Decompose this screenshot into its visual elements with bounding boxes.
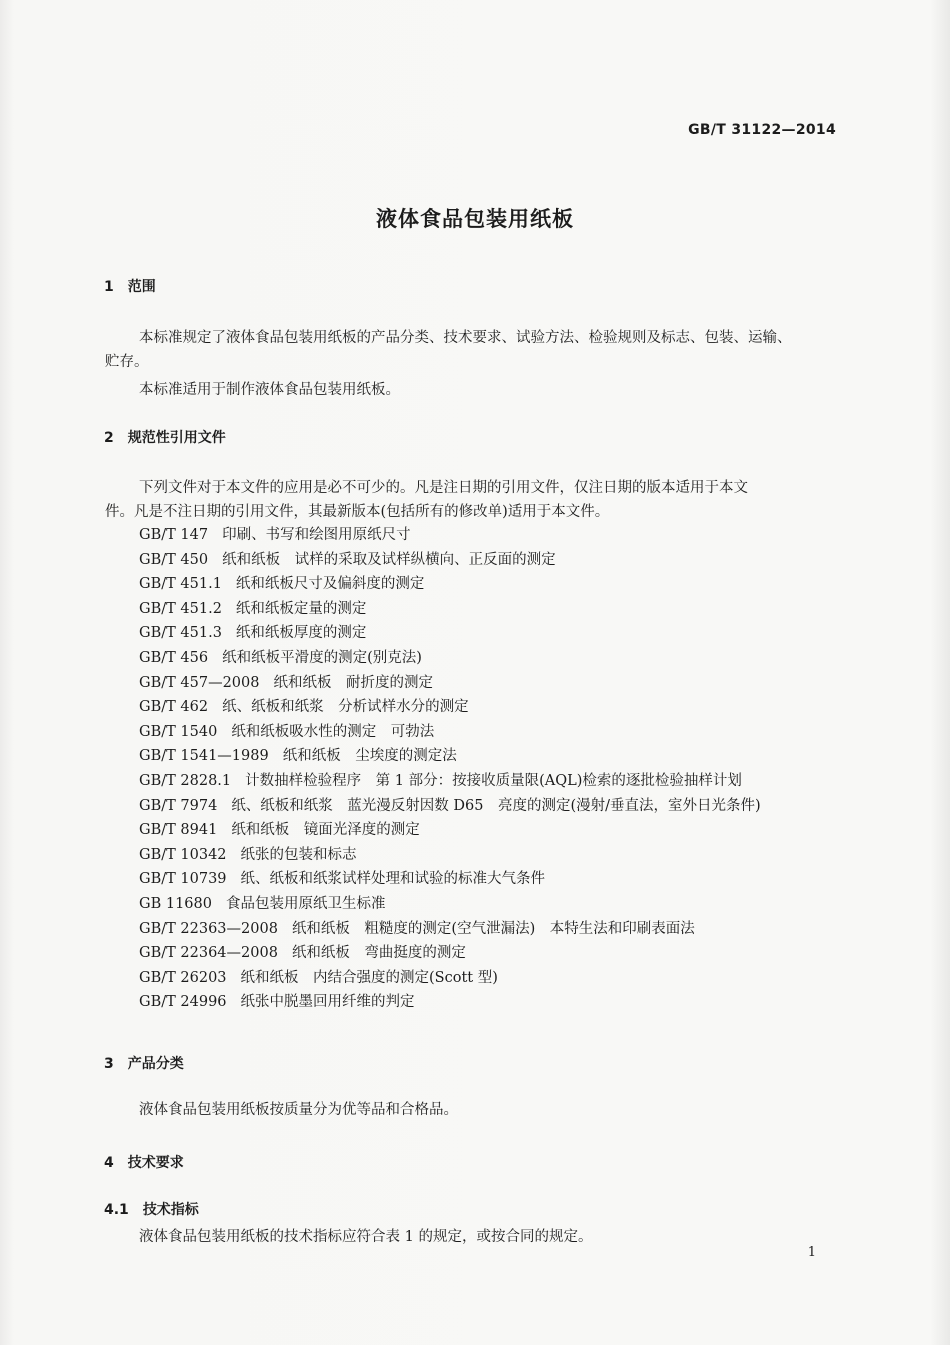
reference-item (139, 548, 859, 573)
reference-title: 纸和纸板 镜面光泽度的测定 (231, 822, 420, 839)
section-4-heading (104, 1152, 184, 1172)
reference-item (139, 671, 859, 696)
reference-title: 纸和纸板 弯曲挺度的测定 (291, 945, 466, 962)
section-4-1-heading (104, 1199, 199, 1219)
reference-code: GB/T 7974 (139, 797, 218, 814)
reference-title: 纸、纸板和纸浆 分析试样水分的测定 (222, 699, 469, 716)
reference-list (139, 523, 859, 1015)
section-2-intro-line2: 件。凡是不注日期的引用文件，其最新版本(包括所有的修改单)适用于本文件。 (105, 504, 610, 520)
section-2-heading (104, 427, 226, 447)
reference-item (139, 572, 859, 597)
reference-title: 纸、纸板和纸浆试样处理和试验的标准大气条件 (240, 871, 546, 888)
reference-title: 纸和纸板 耐折度的测定 (273, 674, 433, 691)
reference-item (139, 720, 859, 745)
reference-code: GB/T 1541—1989 (139, 748, 269, 765)
reference-code: GB/T 1540 (139, 723, 218, 740)
section-number: 3 (104, 1056, 114, 1072)
section-1-para2: 本标准适用于制作液体食品包装用纸板。 (139, 382, 400, 398)
reference-code: GB/T 10342 (139, 846, 227, 863)
reference-item (139, 794, 859, 819)
reference-code: GB/T 22364—2008 (139, 945, 278, 962)
reference-title: 纸和纸板吸水性的测定 可勃法 (231, 723, 435, 740)
section-1-para1-line1: 本标准规定了液体食品包装用纸板的产品分类、技术要求、试验方法、检验规则及标志、包装、运输、 (139, 330, 792, 346)
reference-item (139, 597, 859, 622)
reference-title: 纸和纸板定量的测定 (235, 600, 367, 617)
section-3-text: 液体食品包装用纸板按质量分为优等品和合格品。 (139, 1102, 458, 1118)
reference-title: 纸和纸板平滑度的测定(别克法) (222, 649, 422, 666)
reference-title: 纸和纸板 试样的采取及试样纵横向、正反面的测定 (222, 551, 556, 568)
reference-code: GB 11680 (139, 895, 212, 912)
reference-item (139, 941, 859, 966)
reference-code: GB/T 147 (139, 527, 209, 543)
document-title: 液体食品包装用纸板 (376, 207, 574, 231)
reference-item (139, 990, 859, 1015)
reference-code: GB/T 451.2 (139, 600, 222, 617)
reference-item (139, 769, 859, 794)
reference-code: GB/T 456 (139, 649, 209, 666)
reference-code: GB/T 451.3 (139, 625, 222, 642)
reference-item (139, 621, 859, 646)
section-number: 1 (104, 279, 114, 295)
reference-title: 纸和纸板尺寸及偏斜度的测定 (235, 576, 425, 593)
section-2-intro-line1: 下列文件对于本文件的应用是必不可少的。凡是注日期的引用文件，仅注日期的版本适用于本文 (139, 480, 748, 496)
reference-code: GB/T 22363—2008 (139, 920, 278, 937)
reference-title: 纸和纸板 内结合强度的测定(Scott 型) (240, 969, 498, 986)
reference-title: 食品包装用原纸卫生标准 (225, 895, 386, 912)
section-title: 规范性引用文件 (127, 430, 226, 446)
section-number: 4.1 (104, 1202, 129, 1218)
section-number: 4 (104, 1155, 114, 1171)
reference-item (139, 966, 859, 991)
reference-code: GB/T 457—2008 (139, 674, 260, 691)
reference-code: GB/T 26203 (139, 969, 227, 986)
reference-title: 计数抽样检验程序 第 1 部分：按接收质量限(AQL)检索的逐批检验抽样计划 (245, 772, 742, 789)
section-title: 技术指标 (142, 1202, 199, 1218)
reference-title: 纸和纸板 粗糙度的测定(空气泄漏法) 本特生法和印刷表面法 (291, 920, 695, 937)
standard-code: GB/T 31122—2014 (688, 122, 836, 138)
reference-item (139, 892, 859, 917)
section-3-heading (104, 1053, 184, 1073)
section-title: 范围 (127, 279, 156, 295)
reference-code: GB/T 462 (139, 699, 209, 716)
reference-code: GB/T 451.1 (139, 576, 222, 593)
reference-code: GB/T 450 (139, 551, 209, 568)
reference-title: 印刷、书写和绘图用原纸尺寸 (222, 527, 411, 543)
reference-item (139, 867, 859, 892)
reference-item (139, 646, 859, 671)
reference-title: 纸、纸板和纸浆 蓝光漫反射因数 D65 亮度的测定(漫射/垂直法，室外日光条件) (231, 797, 761, 814)
reference-item (139, 744, 859, 769)
reference-title: 纸张中脱墨回用纤维的判定 (240, 994, 415, 1011)
section-4-1-text: 液体食品包装用纸板的技术指标应符合表 1 的规定，或按合同的规定。 (139, 1229, 593, 1245)
page-number: 1 (807, 1245, 816, 1260)
reference-item (139, 917, 859, 942)
reference-code: GB/T 8941 (139, 822, 218, 839)
reference-title: 纸张的包装和标志 (240, 846, 357, 863)
reference-title: 纸和纸板厚度的测定 (235, 625, 367, 642)
reference-code: GB/T 2828.1 (139, 772, 232, 789)
reference-code: GB/T 10739 (139, 871, 227, 888)
section-number: 2 (104, 430, 114, 446)
reference-title: 纸和纸板 尘埃度的测定法 (282, 748, 457, 765)
reference-item (139, 523, 859, 548)
reference-item (139, 843, 859, 868)
section-1-heading (104, 276, 156, 296)
reference-item (139, 695, 859, 720)
section-title: 技术要求 (127, 1155, 184, 1171)
reference-item (139, 818, 859, 843)
section-title: 产品分类 (127, 1056, 184, 1072)
section-1-para1-line2: 贮存。 (105, 354, 149, 370)
reference-code: GB/T 24996 (139, 994, 227, 1011)
